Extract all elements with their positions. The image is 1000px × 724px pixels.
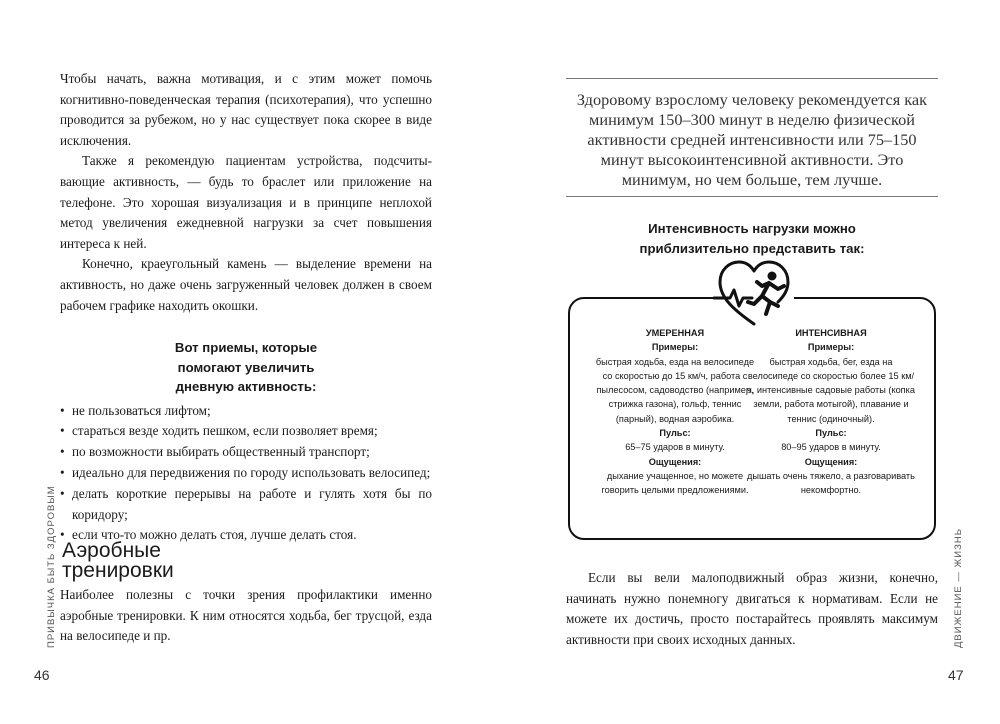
paragraph-devices: Также я рекомендую пациентам устройства, подсчитывающие активность, — будь то браслет или приложение на телефоне. Это хорошая визуализация и в принципе неплохой метод увеличения ежедневной нагрузки за счет повышения интереса к ней. [60,153,432,251]
tips-heading: Вот приемы, которые помогают увеличить дневную активность: [174,340,318,395]
section-text: Наиболее полезны с точки зрения профилактики именно аэробные тренировки. К ним относятся ходьба, бег трусцой, езда на велосипеде и пр. [60,587,432,644]
paragraph-motivation: Чтобы начать, важна мотивация, и с этим может помочь когнитивно-поведенческая терапия (психотерапия), что успешно проводится за рубежом, но у нас существует пока скорее в виде исключения. [60,71,432,148]
moderate-examples-label: Примеры: [651,342,699,353]
moderate-examples: быстрая ходьба, езда на велосипеде со скоростью до 15 км/ч, работа с пылесосом, садоводство (например, стрижка газона), гольф, теннис (парный), водная аэробика. [595,356,755,424]
intense-pulse-label: Пульс: [815,428,847,439]
heart-runner-icon [712,256,796,336]
list-item: • не пользоваться лифтом; [60,401,432,422]
tips-list [60,401,432,547]
page-number-left: 46 [34,667,50,683]
list-item: • по возможности выбирать общественный транспорт; [60,442,432,463]
closing-paragraph: Если вы вели малоподвижный образ жизни, конечно, начинать нужно понемногу двигаться к нормативам. Если не можете их достичь, просто постарайтесь проявлять максимум активности при своих исходных данных. [566,570,938,647]
intense-examples: быстрая ходьба, бег, езда на велосипеде со скоростью более 15 км/ч, интенсивные садовые работы (копка земли, работа мотыгой), плавание и теннис (одиночный). [746,356,915,424]
list-item: • стараться везде ходить пешком, если позволяет время; [60,421,432,442]
moderate-feel: дыхание учащенное, но можете говорить целыми предложениями. [601,470,749,496]
intense-examples-label: Примеры: [807,342,855,353]
paragraph-time: Конечно, краеугольный камень — выделение времени на активность, но даже очень загруженный человек должен в своем рабочем графике находить окошки. [60,256,432,313]
intense-feel-label: Ощущения: [804,456,858,467]
section-title: Аэробные тренировки [62,539,174,582]
running-head-left: ПРИВЫЧКА БЫТЬ ЗДОРОВЫМ [46,485,57,648]
moderate-pulse: 65–75 ударов в минуту. [625,442,725,453]
intensity-heading: Интенсивность нагрузки можно приблизительно представить так: [639,221,865,256]
moderate-column [590,326,760,498]
running-head-right: ДВИЖЕНИЕ — ЖИЗНЬ [953,528,964,648]
moderate-pulse-label: Пульс: [659,428,691,439]
list-item: • делать короткие перерывы на работе и гулять хотя бы по коридору; [60,484,432,526]
intense-feel: дышать очень тяжело, а разговаривать некомфортно. [747,470,915,496]
intense-column [746,326,916,498]
intense-pulse: 80–95 ударов в минуту. [781,442,881,453]
list-item: • идеально для передвижения по городу использовать велосипед; [60,463,432,484]
moderate-title: УМЕРЕННАЯ [645,328,705,338]
list-item: • если что-то можно делать стоя, лучше делать стоя. [60,525,432,546]
moderate-feel-label: Ощущения: [648,456,702,467]
intense-title: ИНТЕНСИВНАЯ [795,328,867,338]
page-number-right: 47 [948,667,964,683]
rule-top [566,78,938,79]
left-page-body [60,69,432,546]
rule-bottom [566,196,938,197]
recommendation-callout: Здоровому взрослому человеку рекомендуется как минимум 150–300 минут в неделю физической активности средней интенсивности или 75–150 минут высокоинтенсивной активности. Это минимум, но чем больше, тем лучше. [576,90,928,189]
